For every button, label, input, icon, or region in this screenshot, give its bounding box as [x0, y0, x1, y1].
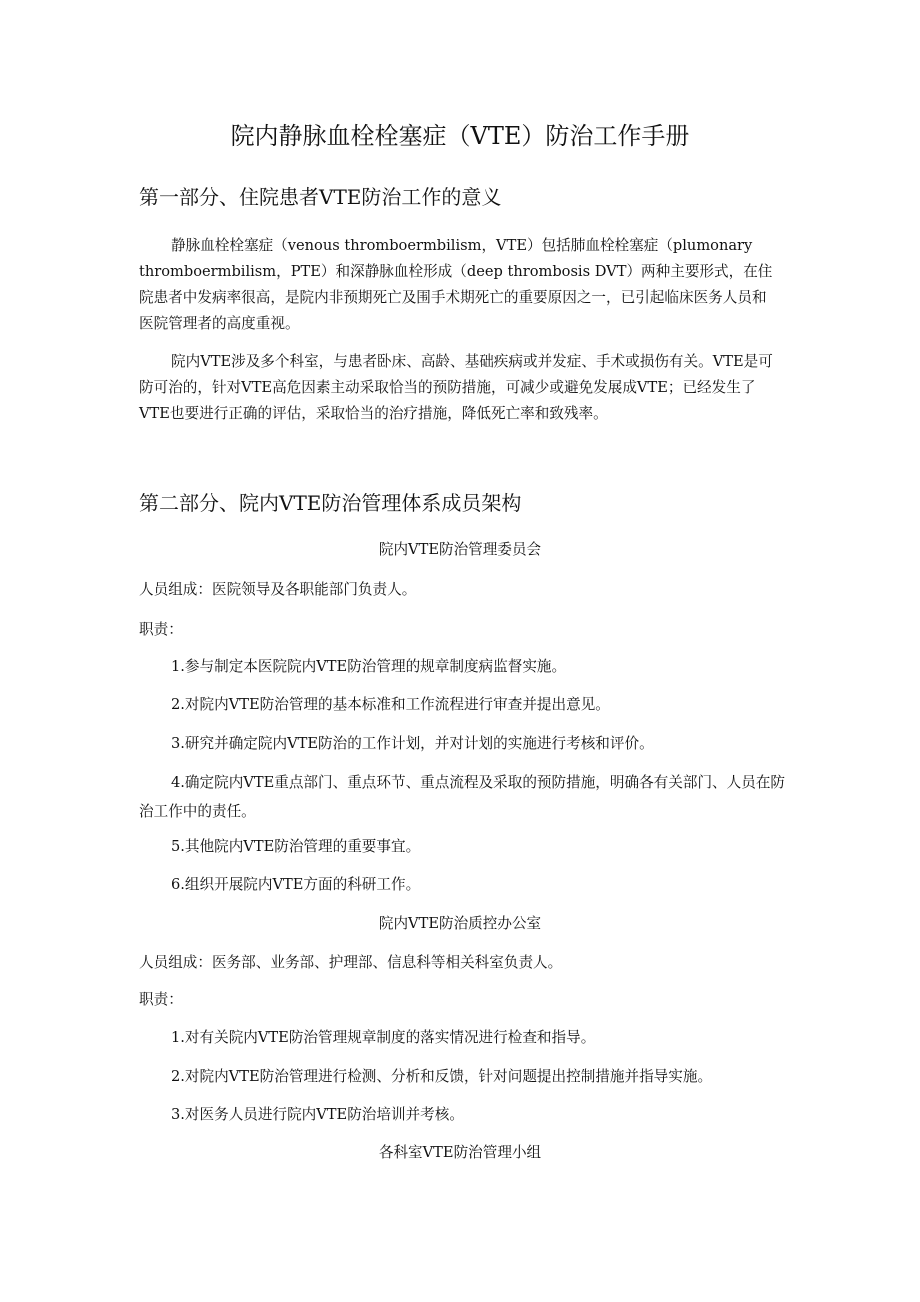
committee-duty-1: 1.参与制定本医院院内VTE防治管理的规章制度病监督实施。	[171, 658, 567, 675]
part1-paragraph-2: 院内VTE涉及多个科室，与患者卧床、高龄、基础疾病或并发症、手术或损伤有关。VTE是可防可治的，针对VTE高危因素主动采取恰当的预防措施，可减少或避免发展成VTE；已经发生了VTE也要进行正确的评估，采取恰当的治疗措施，降低死亡率和致残率。	[139, 353, 773, 422]
committee-members: 人员组成：医院领导及各职能部门负责人。	[139, 581, 417, 598]
office-members: 人员组成：医务部、业务部、护理部、信息科等相关科室负责人。	[139, 954, 563, 971]
committee-duty-6: 6.组织开展院内VTE方面的科研工作。	[171, 876, 421, 893]
office-title: 院内VTE防治质控办公室	[378, 915, 542, 932]
committee-duty-4: 4.确定院内VTE重点部门、重点环节、重点流程及采取的预防措施，明确各有关部门、人员在防治工作中的责任。	[139, 774, 786, 820]
office-duties-label: 职责：	[139, 991, 183, 1008]
part2-heading: 第二部分、院内VTE防治管理体系成员架构	[139, 491, 522, 515]
committee-title: 院内VTE防治管理委员会	[378, 541, 542, 558]
office-duty-3: 3.对医务人员进行院内VTE防治培训并考核。	[171, 1106, 464, 1123]
document-title: 院内静脉血栓栓塞症（VTE）防治工作手册	[230, 122, 690, 150]
office-duty-1: 1.对有关院内VTE防治管理规章制度的落实情况进行检查和指导。	[171, 1029, 596, 1046]
group-title: 各科室VTE防治管理小组	[378, 1144, 542, 1161]
office-duty-2: 2.对院内VTE防治管理进行检测、分析和反馈，针对问题提出控制措施并指导实施。	[171, 1068, 713, 1085]
committee-duty-3: 3.研究并确定院内VTE防治的工作计划，并对计划的实施进行考核和评价。	[171, 735, 654, 752]
part1-paragraph-1: 静脉血栓栓塞症（venous thromboermbilism，VTE）包括肺血栓栓塞症（plumonary thromboermbilism，PTE）和深静脉血栓形成（deep thrombosis DVT）两种主要形式，在住院患者中发病率很高，是院内非预期死亡及围手术期死亡的重要原因之一，已引起临床医务人员和医院管理者的高度重视。	[139, 237, 773, 332]
committee-duty-2: 2.对院内VTE防治管理的基本标准和工作流程进行审查并提出意见。	[171, 696, 610, 713]
committee-duties-label: 职责：	[139, 621, 183, 638]
committee-duty-5: 5.其他院内VTE防治管理的重要事宜。	[171, 838, 421, 855]
part1-heading: 第一部分、住院患者VTE防治工作的意义	[139, 185, 502, 209]
